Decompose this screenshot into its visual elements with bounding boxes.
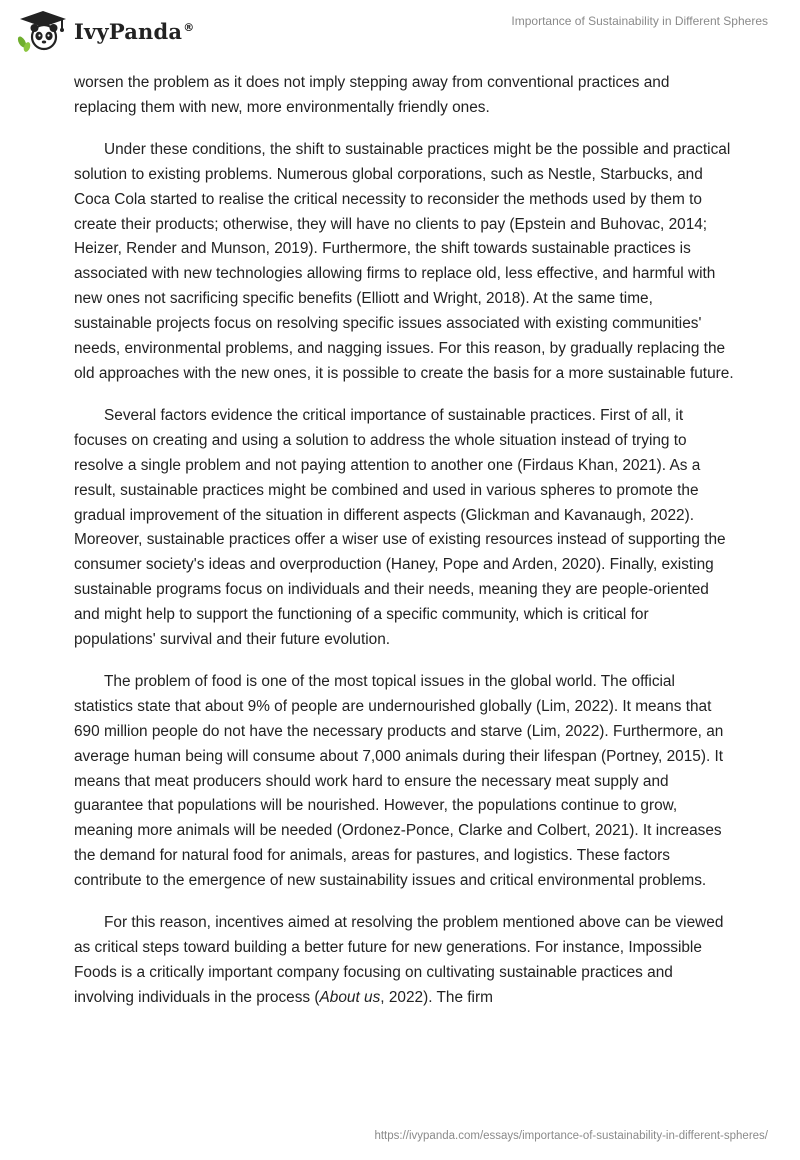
- paragraph: [74, 911, 734, 1011]
- paragraph: Several factors evidence the critical importance of sustainable practices. First of all, it focuses on creating and using a solution to address the whole situation instead of trying to resolve a single problem and not paying attention to another one (Firdaus Khan, 2021). As a result, sustainable practices might be combined and used in various spheres to promote the gradual improvement of the situation in different aspects (Glickman and Kavanaugh, 2022). Moreover, sustainable practices offer a wiser use of existing resources instead of supporting the consumer society's ideas and overproduction (Haney, Pope and Arden, 2020). Finally, existing sustainable programs focus on individuals and their needs, meaning they are people-oriented and might help to support the functioning of a specific community, which is critical for populations' survival and their future evolution.: [74, 406, 726, 649]
- paragraph-continuation: worsen the problem as it does not imply stepping away from conventional practices and replacing them with new, more environmentally friendly ones.: [74, 74, 670, 116]
- essay-body: [74, 71, 734, 1028]
- document-title: Importance of Sustainability in Different Spheres: [511, 14, 768, 28]
- brand-name: IvyPanda®: [74, 18, 195, 44]
- ivypanda-logo[interactable]: [16, 8, 206, 54]
- paragraph: Under these conditions, the shift to sustainable practices might be the possible and practical solution to existing problems. Numerous global corporations, such as Nestle, Starbucks, and Coca Cola started to realise the critical necessity to reconsider the methods used by them to create their products; otherwise, they will have no clients to pay (Epstein and Buhovac, 2014; Heizer, Render and Munson, 2019). Furthermore, the shift towards sustainable practices is associated with new technologies allowing firms to replace old, less effective, and harmful with new ones not sacrificing specific benefits (Elliott and Wright, 2018). At the same time, sustainable projects focus on resolving specific issues associated with existing communities' needs, environmental problems, and nagging issues. For this reason, by gradually replacing the old approaches with the new ones, it is possible to create the basis for a more sustainable future.: [74, 140, 734, 382]
- source-url[interactable]: https://ivypanda.com/essays/importance-of-sustainability-in-different-spheres/: [374, 1130, 768, 1142]
- citation-title: About us: [319, 988, 381, 1006]
- paragraph-text: , 2022). The firm: [380, 988, 493, 1006]
- paragraph: The problem of food is one of the most topical issues in the global world. The official statistics state that about 9% of people are undernourished globally (Lim, 2022). It means that 690 million people do not have the necessary products and starve (Lim, 2022). Furthermore, an average human being will consume about 7,000 animals during their lifespan (Portney, 2015). It means that meat producers should work hard to ensure the necessary meat supply and guarantee that populations will be nourished. However, the populations continue to grow, meaning more animals will be needed (Ordonez-Ponce, Clarke and Colbert, 2021). It increases the demand for natural food for animals, areas for pastures, and logistics. These factors contribute to the emergence of new sustainability issues and critical environmental problems.: [74, 672, 724, 890]
- panda-graduate-icon: [16, 9, 70, 53]
- page-header: [0, 0, 800, 62]
- paragraph-text: For this reason, incentives aimed at resolving the problem mentioned above can be viewed as critical steps toward building a better future for new generations. For instance, Impossible Foods is a critically important company focusing on cultivating sustainable practices and involving individuals in the process (: [74, 914, 724, 1006]
